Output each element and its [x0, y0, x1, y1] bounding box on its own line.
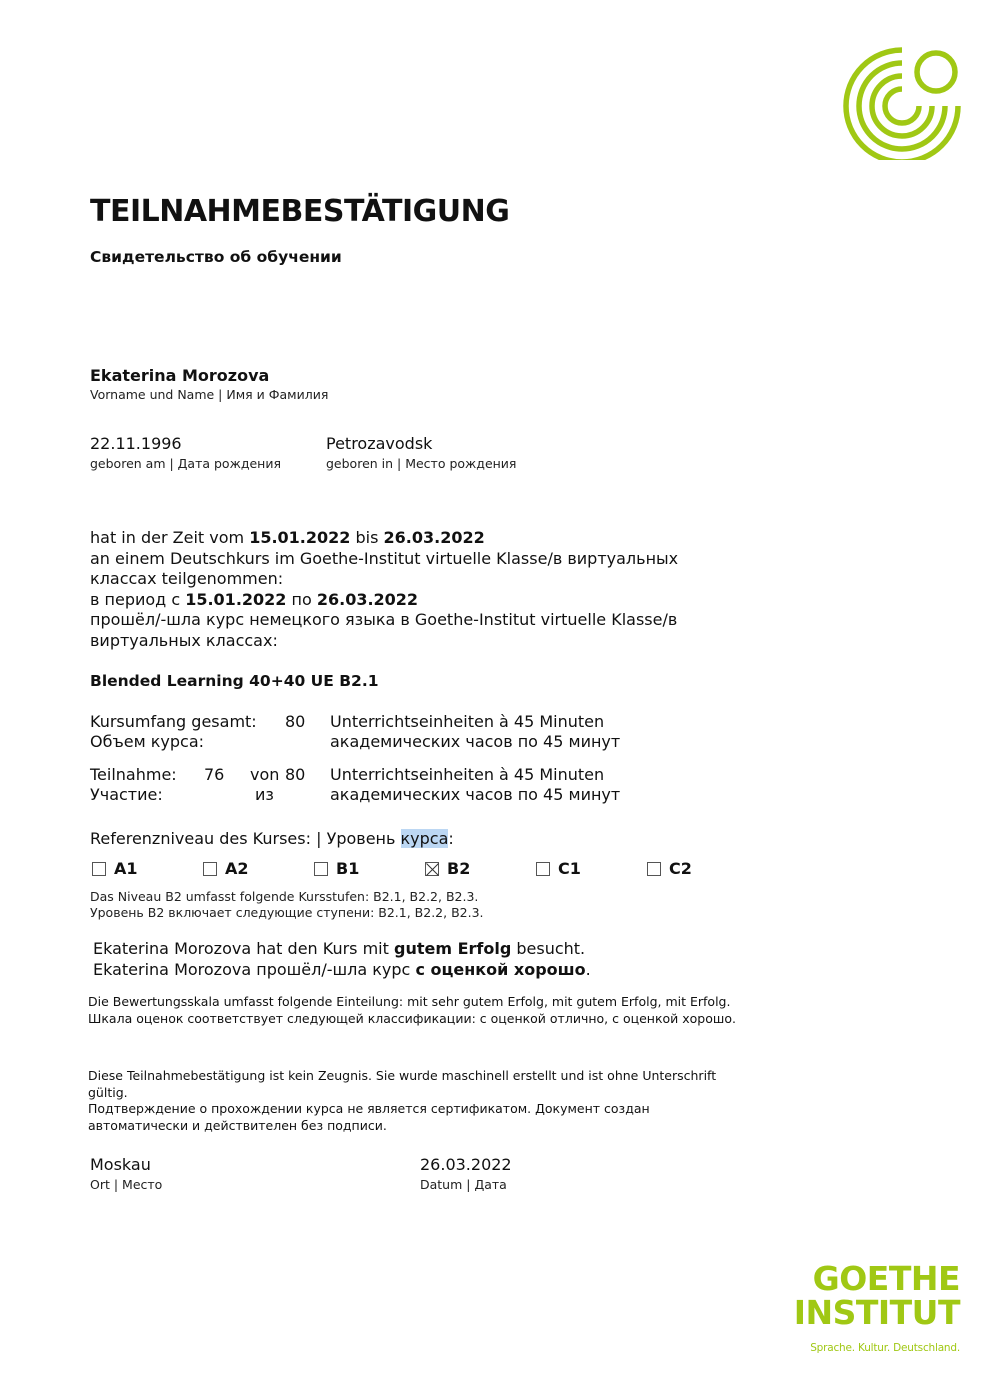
- level-c2-label: C2: [669, 859, 692, 878]
- checkbox-c2[interactable]: [647, 862, 661, 876]
- birth-date: 22.11.1996: [90, 434, 182, 453]
- level-label: [90, 829, 454, 848]
- level-b2-label: B2: [447, 859, 471, 878]
- footer-place-label: Ort | Место: [90, 1177, 163, 1192]
- level-a2-label: A2: [225, 859, 249, 878]
- level-option-b2[interactable]: [425, 859, 470, 878]
- scope-unit-ru: академических часов по 45 минут: [330, 732, 621, 751]
- result-ru: [93, 960, 591, 981]
- checkbox-c1[interactable]: [536, 862, 550, 876]
- birth-date-label: geboren am | Дата рождения: [90, 456, 281, 471]
- scope-unit-de: Unterrichtseinheiten à 45 Minuten: [330, 712, 605, 731]
- level-label-colon: :: [448, 829, 454, 848]
- period-end-de: 26.03.2022: [383, 528, 485, 547]
- level-option-a2[interactable]: [203, 859, 249, 878]
- period-ru-text: прошёл/-шла курс немецкого языка в Goethe-Institut virtuelle Klasse/в виртуальных классах:: [90, 610, 678, 650]
- level-option-a1[interactable]: [92, 859, 138, 878]
- logo-tagline: Sprache. Kultur. Deutschland.: [810, 1342, 960, 1354]
- logo-line2: INSTITUT: [793, 1293, 960, 1332]
- result-block: [93, 939, 591, 980]
- course-name: Blended Learning 40+40 UE B2.1: [90, 672, 379, 690]
- period-end-ru: 26.03.2022: [316, 589, 419, 609]
- attendance-unit-de: Unterrichtseinheiten à 45 Minuten: [330, 765, 605, 784]
- goethe-circles-icon: [818, 40, 968, 160]
- level-a1-label: A1: [114, 859, 138, 878]
- attendance-of-ru: из: [255, 785, 274, 804]
- footer-date: 26.03.2022: [420, 1155, 512, 1174]
- period-ru-line: [90, 590, 730, 611]
- attendance-label-de: Teilnahme:: [90, 765, 177, 784]
- period-ru-prefix: в период с: [90, 589, 186, 609]
- checkbox-b1[interactable]: [314, 862, 328, 876]
- period-paragraph: [90, 528, 730, 651]
- period-start-ru: 15.01.2022: [185, 589, 287, 609]
- period-ru-po: по: [286, 589, 317, 609]
- footer-place: Moskau: [90, 1155, 151, 1174]
- period-de-bis: bis: [350, 528, 384, 547]
- scope-label-de: Kursumfang gesamt:: [90, 712, 257, 731]
- level-label-highlight: курса: [400, 829, 449, 848]
- disclaimer-de: Diese Teilnahmebestätigung ist kein Zeugnis. Sie wurde maschinell erstellt und ist ohne Unterschrift gültig.: [88, 1068, 717, 1100]
- result-de-grade: gutem Erfolg: [393, 939, 512, 958]
- result-ru-prefix: Ekaterina Morozova прошёл/-шла курс: [93, 959, 416, 979]
- result-de: [93, 939, 591, 960]
- level-c1-label: C1: [558, 859, 581, 878]
- result-de-prefix: Ekaterina Morozova hat den Kurs mit: [93, 939, 394, 958]
- document-title: TEILNAHMEBESTÄTIGUNG: [90, 194, 510, 229]
- checkbox-a2[interactable]: [203, 862, 217, 876]
- period-de-line: [90, 528, 730, 549]
- person-name: Ekaterina Morozova: [90, 366, 270, 385]
- scope-label-ru: Объем курса:: [90, 732, 205, 751]
- grading-scale-ru: Шкала оценок соответствует следующей классификации: с оценкой отлично, с оценкой хорошо.: [88, 1010, 736, 1026]
- period-de-prefix: hat in der Zeit vom: [90, 528, 250, 547]
- birth-place: Petrozavodsk: [326, 434, 433, 453]
- attendance-value: 76: [204, 765, 225, 784]
- period-start-de: 15.01.2022: [249, 528, 351, 547]
- disclaimer-ru: Подтверждение о прохождении курса не является сертификатом. Документ создан автоматически и действителен без подписи.: [88, 1101, 650, 1133]
- result-ru-grade: с оценкой хорошо: [415, 959, 586, 979]
- disclaimer: [88, 1068, 748, 1134]
- level-option-c1[interactable]: [536, 859, 581, 878]
- footer-date-label: Datum | Дата: [420, 1177, 507, 1192]
- checkbox-b2-checked[interactable]: [425, 862, 439, 876]
- level-options: [90, 859, 810, 881]
- period-de-text: an einem Deutschkurs im Goethe-Institut virtuelle Klasse/в виртуальных классах teilgenommen:: [90, 548, 679, 588]
- person-name-label: Vorname und Name | Имя и Фамилия: [90, 387, 329, 402]
- level-note-ru: Уровень B2 включает следующие ступени: B2.1, B2.2, B2.3.: [90, 905, 484, 920]
- birth-place-label: geboren in | Место рождения: [326, 456, 517, 471]
- result-ru-suffix: .: [585, 959, 591, 979]
- attendance-of-de: von: [250, 765, 280, 784]
- attendance-unit-ru: академических часов по 45 минут: [330, 785, 621, 804]
- result-de-suffix: besucht.: [511, 939, 586, 958]
- grading-scale: [88, 994, 736, 1027]
- checkbox-a1[interactable]: [92, 862, 106, 876]
- level-option-b1[interactable]: [314, 859, 359, 878]
- level-note-de: Das Niveau B2 umfasst folgende Kursstufen: B2.1, B2.2, B2.3.: [90, 889, 479, 904]
- grading-scale-de: Die Bewertungsskala umfasst folgende Einteilung: mit sehr gutem Erfolg, mit gutem Erfolg, mit Erfolg.: [88, 994, 731, 1009]
- document-subtitle: Свидетельство об обучении: [90, 248, 342, 266]
- goethe-logo-text: [793, 1259, 960, 1356]
- level-b1-label: B1: [336, 859, 360, 878]
- attendance-label-ru: Участие:: [90, 785, 163, 804]
- level-label-text: Referenzniveau des Kurses: | Уровень: [90, 829, 401, 848]
- level-option-c2[interactable]: [647, 859, 692, 878]
- logo-line1: GOETHE: [812, 1259, 960, 1298]
- scope-value: 80: [285, 712, 306, 731]
- attendance-total: 80: [285, 765, 306, 784]
